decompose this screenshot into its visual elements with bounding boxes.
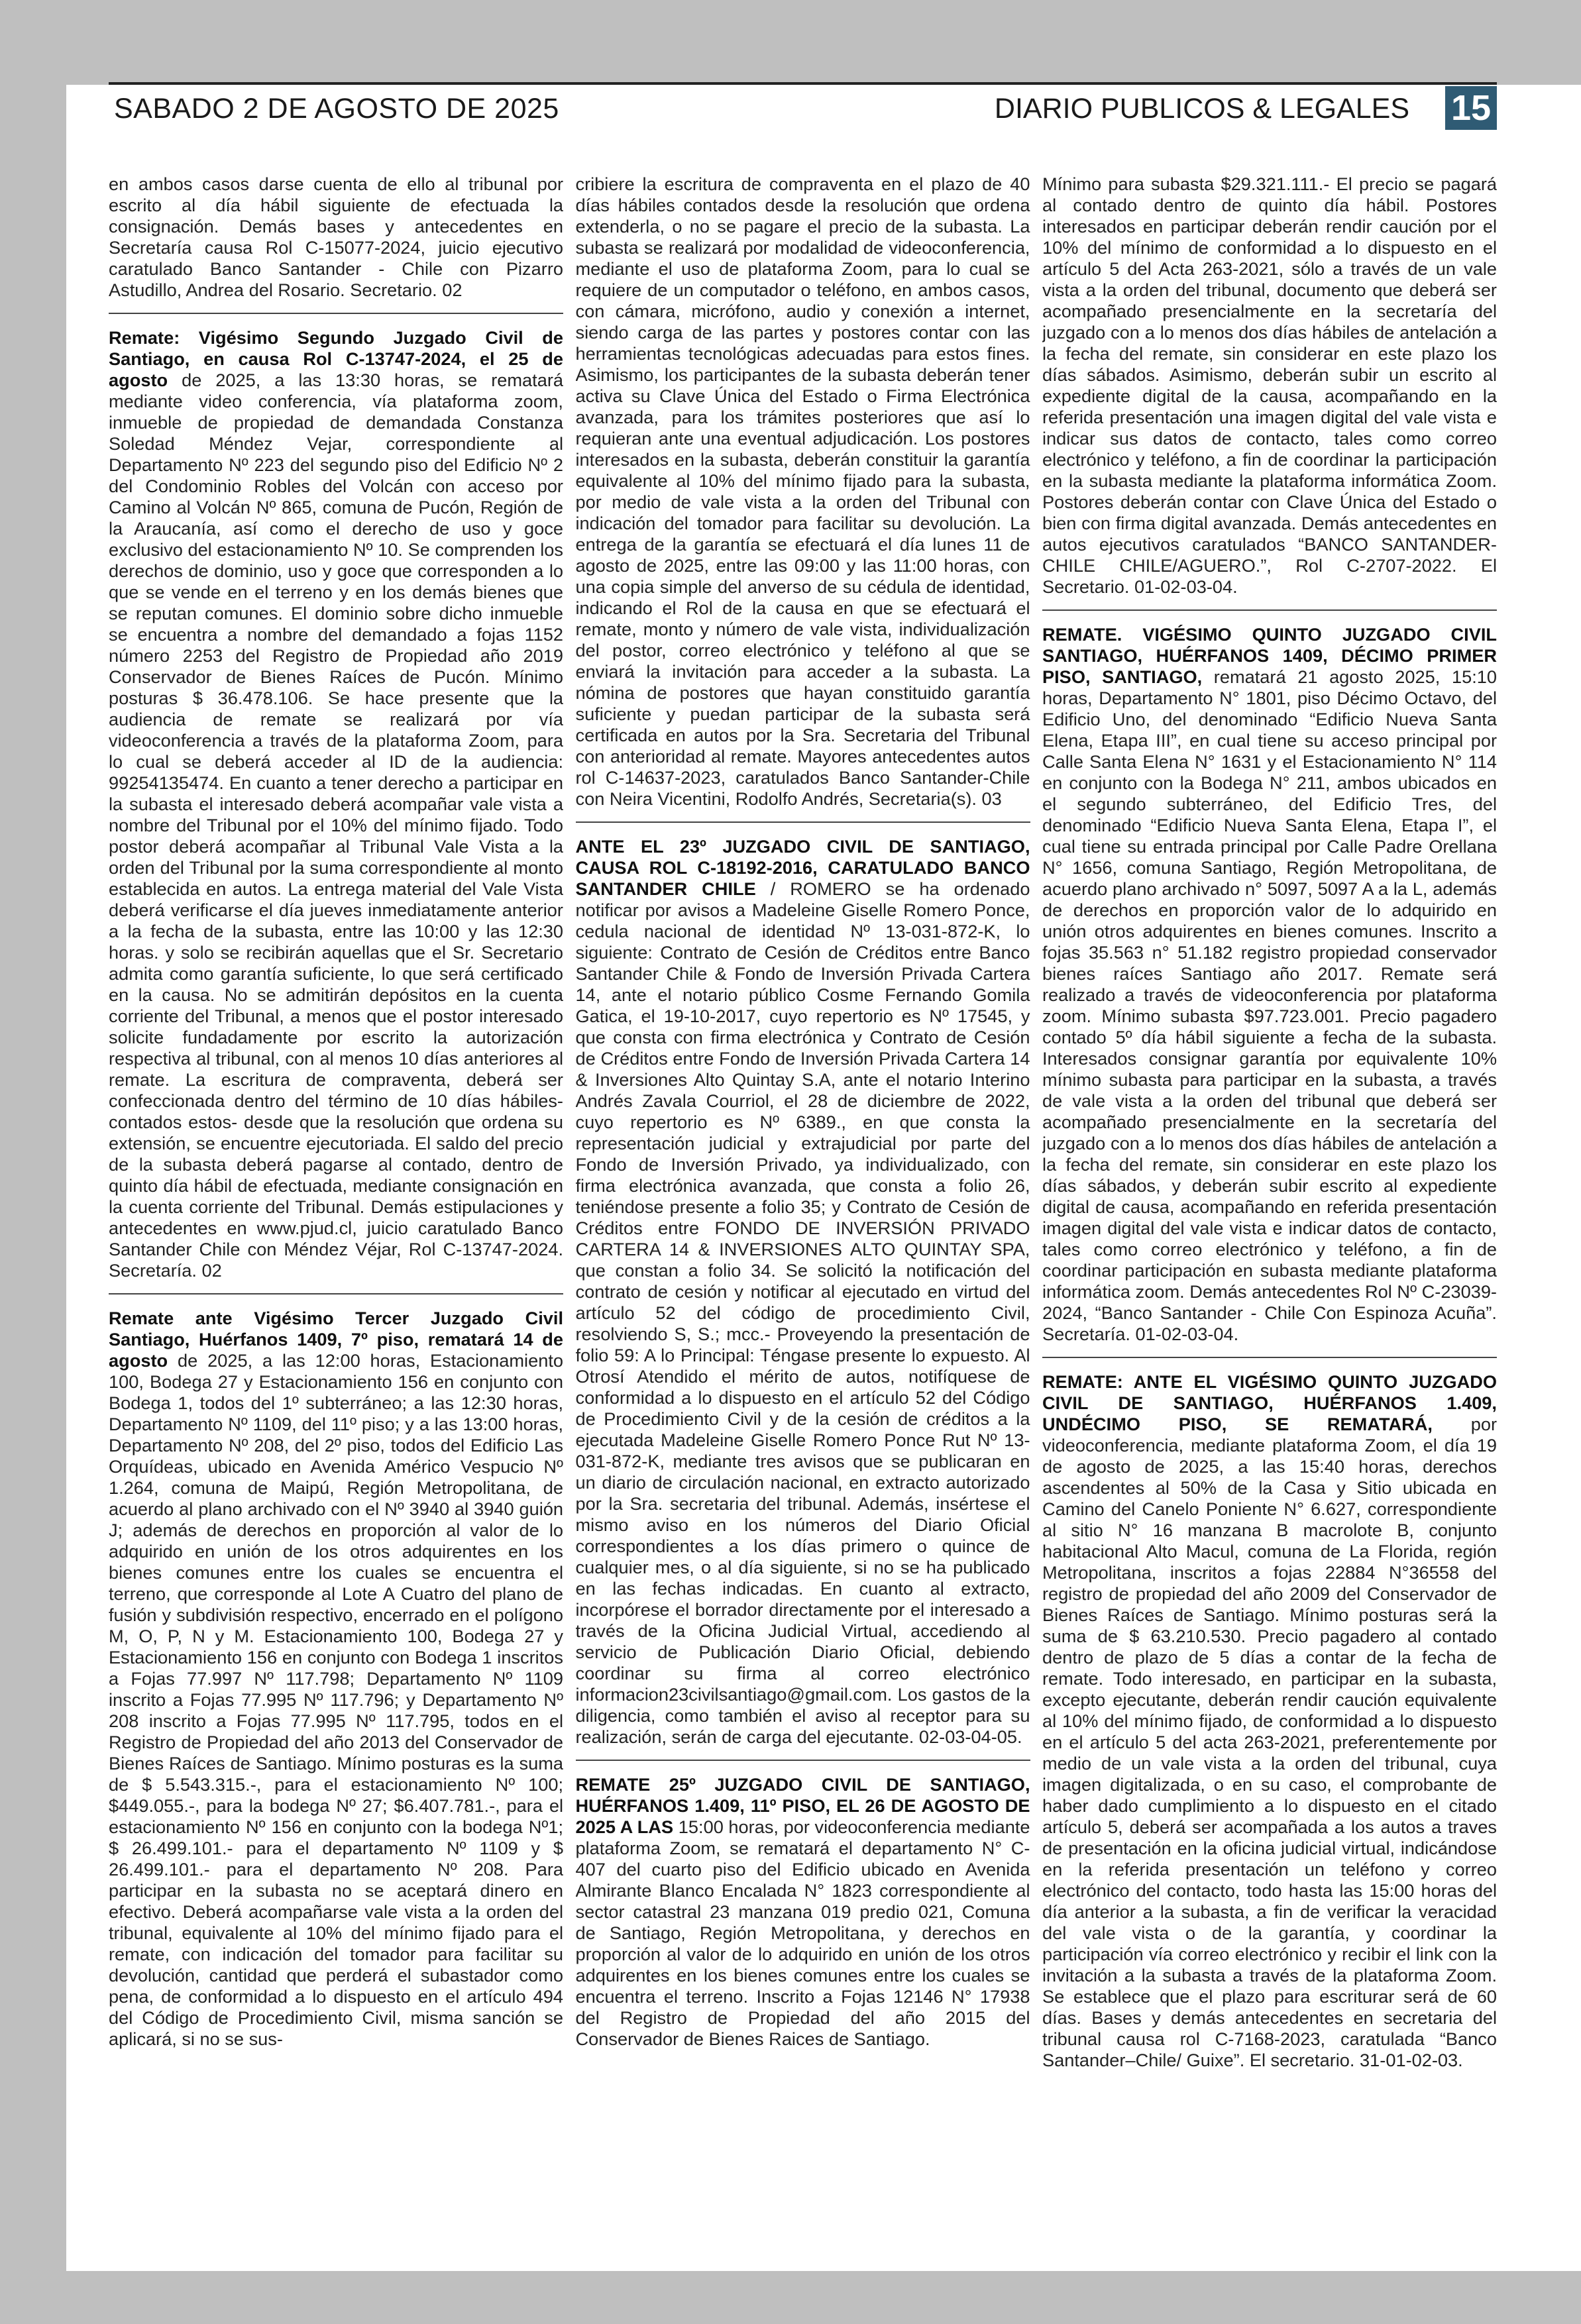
notice-divider xyxy=(109,1293,563,1294)
publication-date: SABADO 2 DE AGOSTO DE 2025 xyxy=(114,93,559,125)
column-3 xyxy=(1042,174,1497,2254)
page-number-badge: 15 xyxy=(1445,86,1497,130)
notice-divider xyxy=(1042,609,1497,611)
legal-notice: REMATE 25º JUZGADO CIVIL DE SANTIAGO, HUÉRFANOS 1.409, 11º PISO, EL 26 DE AGOSTO DE 2025 A LAS 15:00 horas, por videoconferencia mediante plataforma Zoom, se rematará el departamento N° C-407 del cuarto piso del Edificio ubicado en Avenida Almirante Blanco Encalada N° 1823 correspondiente al sector catastral 23 manzana 019 predio 021, Comuna de Santiago, Región Metropolitana, y derechos en proporción al valor de lo adquirido en unión de los otros adquirentes en los bienes comunes entre los cuales se encuentra el terreno. Inscrito a Fojas 12146 N° 17938 del Registro de Propiedad del año 2015 del Conservador de Bienes Raices de Santiago. xyxy=(575,1774,1030,2049)
legal-notice: cribiere la escritura de compraventa en el plazo de 40 días hábiles contados desde la resolución que ordena extenderla, o no se pagare el precio de la subasta. La subasta se realizará por modalidad de videoconferencia, mediante el uso de plataforma Zoom, para lo cual se requiere de un computador o teléfono, en ambos casos, con cámara, micrófono, audio y conexión a internet, siendo carga de las partes y postores contar con las herramientas tecnológicas adecuadas para estos fines. Asimismo, los participantes de la subasta deberán tener activa su Clave Única del Estado o Firma Electrónica avanzada, para los trámites posteriores que así lo requieran ante una eventual adjudicación. Los postores interesados en la subasta, deberán constituir la garantía equivalente al 10% del mínimo fijado para la subasta, por medio de vale vista a la orden del Tribunal con indicación del tomador para facilitar su devolución. La entrega de la garantía se efectuará el día lunes 11 de agosto de 2025, entre las 09:00 y las 11:00 horas, con una copia simple del anverso de su cédula de identidad, indicando el Rol de la causa en que se efectuará el remate, monto y número de vale vista, individualización del postor, correo electrónico y teléfono al que se enviará la invitación para acceder a la subasta. La nómina de postores que hayan constituido garantía suficiente y puedan participar de la subasta será certificada en autos por la Sra. Secretaria del Tribunal con anterioridad al remate. Mayores antecedentes autos rol C-14637-2023, caratulados Banco Santander-Chile con Neira Vicentini, Rodolfo Andrés, Secretaria(s). 03 xyxy=(575,174,1030,809)
notice-divider xyxy=(1042,1357,1497,1358)
notice-divider xyxy=(109,313,563,314)
legal-notice: Mínimo para subasta $29.321.111.- El precio se pagará al contado dentro de quinto día hábil. Postores interesados en participar deberán rendir caución por el 10% del mínimo de conformidad a lo dispuesto en el artículo 5 del Acta 263-2021, sólo a través de un vale vista a la orden del tribunal, documento que deberá ser acompañado presencialmente en la secretaría del juzgado con a lo menos dos días hábiles de antelación a la fecha del remate, sin considerar en este plazo los días sábados. Asimismo, deberán subir un escrito al expediente digital de la causa, acompañando en la referida presentación una imagen digital del vale vista e indicar sus datos de contacto, tales como correo electrónico y teléfono, a fin de coordinar la participación en la subasta mediante la plataforma informática Zoom. Postores deberán contar con Clave Única del Estado o bien con firma digital avanzada. Demás antecedentes en autos ejecutivos caratulados “BANCO SANTANDER-CHILE CHILE/AGUERO.”, Rol C-2707-2022. El Secretario. 01-02-03-04. xyxy=(1042,174,1497,597)
legal-notice: REMATE: ANTE EL VIGÉSIMO QUINTO JUZGADO CIVIL DE SANTIAGO, HUÉRFANOS 1.409, UNDÉCIMO PISO, SE REMATARÁ, por videoconferencia, mediante plataforma Zoom, el día 19 de agosto de 2025, a las 15:40 horas, derechos ascendentes al 50% de la Casa y Sitio ubicada en Camino del Canelo Poniente N° 6.627, correspondiente al sitio N° 16 manzana B macrolote B, conjunto habitacional Alto Macul, comuna de La Florida, región Metropolitana, inscritos a fojas 22884 N°36558 del registro de propiedad del año 2009 del Conservador de Bienes Raíces de Santiago. Mínimo posturas será la suma de $ 63.210.530. Precio pagadero al contado dentro de plazo de 5 días a contar de la fecha de remate. Todo interesado, en participar en la subasta, excepto ejecutante, deberán rendir caución equivalente al 10% del mínimo fijado, de conformidad a lo dispuesto en el artículo 5 del acta 263-2021, preferentemente por medio de un vale vista a la orden del tribunal, cuya imagen digitalizada, o en su caso, el comprobante de haber dado cumplimiento a lo dispuesto en el citado artículo 5, deberá ser acompañada a los autos a traves de presentación en la oficina judicial virtual, indicándose en la referida presentación un teléfono y correo electrónico del contacto, todo hasta las 15:00 horas del día anterior a la subasta, a fin de verificar la veracidad del vale vista o de la garantía, y coordinar la participación vía correo electrónico y recibir el link con la invitación a la subasta a través de la plataforma Zoom. Se establece que el plazo para escriturar será de 60 días. Bases y demás antecedentes en secretaria del tribunal causa rol C-7168-2023, caratulada “Banco Santander–Chile/ Guixe”. El secretario. 31-01-02-03. xyxy=(1042,1371,1497,2070)
legal-notice: Remate ante Vigésimo Tercer Juzgado Civil Santiago, Huérfanos 1409, 7º piso, rematará 14 de agosto de 2025, a las 12:00 horas, Estacionamiento 100, Bodega 27 y Estacionamiento 156 en conjunto con Bodega 1, todos del 1º subterráneo; a las 12:30 horas, Departamento Nº 1109, del 11º piso; y a las 13:00 horas, Departamento Nº 208, del 2º piso, todos del Edificio Las Orquídeas, ubicado en Avenida Américo Vespucio Nº 1.264, comuna de Maipú, Región Metropolitana, de acuerdo al plano archivado con el Nº 3940 al 3940 guión J; además de derechos en proporción al valor de lo adquirido en unión de los otros adquirentes en los bienes comunes entre los cuales se encuentra el terreno, que corresponde al Lote A Cuatro del plano de fusión y subdivisión respectivo, encerrado en el polígono M, O, P, N y M. Estacionamiento 100, Bodega 27 y Estacionamiento 156 en conjunto con Bodega 1 inscritos a Fojas 77.997 Nº 117.798; Departamento Nº 1109 inscrito a Fojas 77.995 Nº 117.796; y Departamento Nº 208 inscrito a Fojas 77.995 Nº 117.795, todos en el Registro de Propiedad del año 2013 del Conservador de Bienes Raíces de Santiago. Mínimo posturas es la suma de $ 5.543.315.-, para el estacionamiento Nº 100; $449.055.-, para la bodega Nº 27; $6.407.781.-, para el estacionamiento Nº 156 en conjunto con la bodega Nº1; $ 26.499.101.- para el departamento Nº 1109 y $ 26.499.101.- para el departamento Nº 208. Para participar en la subasta no se aceptará dinero en efectivo. Deberá acompañarse vale vista a la orden del tribunal, equivalente al 10% del mínimo fijado para el remate, con indicación del tomador para facilitar su devolución, cantidad que perderá el subastador como pena, de conformidad a lo dispuesto en el artículo 494 del Código de Procedimiento Civil, misma sanción se aplicará, si no se sus- xyxy=(109,1308,563,2049)
notice-columns xyxy=(109,174,1497,2254)
page-header xyxy=(109,82,1497,132)
legal-notice: REMATE. VIGÉSIMO QUINTO JUZGADO CIVIL SANTIAGO, HUÉRFANOS 1409, DÉCIMO PRIMER PISO, SANTIAGO, rematará 21 agosto 2025, 15:10 horas, Departamento N° 1801, piso Décimo Octavo, del Edificio Uno, del denominado “Edificio Nueva Santa Elena, Etapa III”, en cual tiene su acceso principal por Calle Santa Elena N° 1631 y el Estacionamiento N° 114 en conjunto con la Bodega N° 211, ambos ubicados en el segundo subterráneo, del Edificio Tres, del denominado “Edificio Nueva Santa Elena, Etapa I”, el cual tiene su entrada principal por Calle Padre Orellana N° 1656, comuna Santiago, Región Metropolitana, de acuerdo plano archivado n° 5097, 5097 A a la L, además de derechos en proporción valor de lo adquirido en unión otros adquirentes en bienes comunes. Inscrito a fojas 35.563 n° 51.182 registro propiedad conservador bienes raíces Santiago año 2017. Remate será realizado a través de videoconferencia por plataforma zoom. Mínimo subasta $97.723.001. Precio pagadero contado 5º día hábil siguiente a fecha de la subasta. Interesados consignar garantía por equivalente 10% mínimo subasta para participar en la subasta, a través de vale vista a la orden del tribunal que deberá ser acompañado presencialmente en la secretaría del juzgado con a lo menos dos días hábiles de antelación a la fecha del remate, sin considerar en este plazo los días sábados, y deberán subir escrito al expediente digital de causa, acompañando en referida presentación imagen digital del vale vista e indicar datos de contacto, tales como correo electrónico y teléfono, a fin de coordinar participación en subasta mediante plataforma informática zoom. Demás antecedentes Rol Nº C-23039-2024, “Banco Santander - Chile Con Espinoza Acuña”. Secretaría. 01-02-03-04. xyxy=(1042,624,1497,1344)
notice-divider xyxy=(576,821,1030,823)
newspaper-section-title: DIARIO PUBLICOS & LEGALES xyxy=(994,93,1409,125)
column-1 xyxy=(109,174,563,2254)
legal-notice: en ambos casos darse cuenta de ello al tribunal por escrito al día hábil siguiente de efectuada la consignación. Demás bases y antecedentes en Secretaría causa Rol C-15077-2024, juicio ejecutivo caratulado Banco Santander - Chile con Pizarro Astudillo, Andrea del Rosario. Secretario. 02 xyxy=(109,174,563,300)
notice-divider xyxy=(576,1760,1030,1761)
column-2 xyxy=(576,174,1030,2254)
legal-notice: Remate: Vigésimo Segundo Juzgado Civil de Santiago, en causa Rol C-13747-2024, el 25 de agosto de 2025, a las 13:30 horas, se rematará mediante video conferencia, vía plataforma zoom, inmueble de propiedad de demandada Constanza Soledad Méndez Vejar, correspondiente al Departamento Nº 223 del segundo piso del Edificio Nº 2 del Condominio Robles del Volcán con acceso por Camino al Volcán Nº 865, comuna de Pucón, Región de la Araucanía, así como el derecho de uso y goce exclusivo del estacionamiento Nº 10. Se comprenden los derechos de dominio, uso y goce que corresponden a lo que se vende en el terreno y en los demás bienes que se reputan comunes. El dominio sobre dicho inmueble se encuentra a nombre del demandado a fojas 1152 número 2253 del Registro de Propiedad año 2019 Conservador de Bienes Raíces de Pucón. Mínimo posturas $ 36.478.106. Se hace presente que la audiencia de remate se realizará por vía videoconferencia a través de la plataforma Zoom, para lo cual se deberá acceder al ID de la audiencia: 99254135474. En cuanto a tener derecho a participar en la subasta el interesado deberá acompañar vale vista a nombre del Tribunal por el 10% del mínimo fijado. Todo postor deberá acompañar al Tribunal Vale Vista a la orden del Tribunal por la suma correspondiente al monto establecida en autos. La entrega material del Vale Vista deberá verificarse el día jueves inmediatamente anterior a la fecha de la subasta, entre las 10:00 y las 12:30 horas. y solo se recibirán aquellas que el Sr. Secretario admita como garantía suficiente, lo que será certificado en la causa. No se admitirán depósitos en la cuenta corriente del Tribunal, a menos que el postor interesado solicite fundadamente por escrito la autorización respectiva al tribunal, con al menos 10 días anteriores al remate. La escritura de compraventa, deberá ser confeccionada dentro del término de 10 días hábiles-contados estos- desde que la resolución que ordena su extensión, se encuentre ejecutoriada. El saldo del precio de la subasta deberá pagarse al contado, dentro de quinto día hábil de efectuada, mediante consignación en la cuenta corriente del Tribunal. Demás estipulaciones y antecedentes en www.pjud.cl, juicio caratulado Banco Santander Chile con Méndez Véjar, Rol C-13747-2024. Secretaría. 02 xyxy=(109,327,563,1281)
legal-notice: ANTE EL 23º JUZGADO CIVIL DE SANTIAGO, CAUSA ROL C-18192-2016, CARATULADO BANCO SANTANDER CHILE / ROMERO se ha ordenado notificar por avisos a Madeleine Giselle Romero Ponce, cedula nacional de identidad Nº 13-031-872-K, lo siguiente: Contrato de Cesión de Créditos entre Banco Santander Chile & Fondo de Inversión Privada Cartera 14, ante el notario público Cosme Fernando Gomila Gatica, el 19-10-2017, cuyo repertorio es Nº 17545, y que consta con firma electrónica y Contrato de Cesión de Créditos entre Fondo de Inversión Privada Cartera 14 & Inversiones Alto Quintay S.A, ante el notario Interino Andrés Zavala Courriol, el 28 de diciembre de 2022, cuyo repertorio es Nº 6389., en que consta la representación judicial y extrajudicial por parte del Fondo de Inversión Privado, ya individualizado, con firma electrónica avanzada, que consta a folio 26, teniéndose presente a folio 35; y Contrato de Cesión de Créditos entre FONDO DE INVERSIÓN PRIVADO CARTERA 14 & INVERSIONES ALTO QUINTAY SPA, que constan a folio 34. Se solicitó la notificación del contrato de cesión y notificar al ejecutado en virtud del artículo 52 del código de procedimiento Civil, resolviendo S, S.; mcc.- Proveyendo la presentación de folio 59: A lo Principal: Téngase presente lo expuesto. Al Otrosí Atendido el mérito de autos, notifíquese de conformidad a lo dispuesto en el artículo 52 del Código de Procedimiento Civil y de la cesión de créditos a la ejecutada Madeleine Giselle Romero Ponce Rut Nº 13-031-872-K, mediante tres avisos que se publicaran en un diario de circulación nacional, en extracto autorizado por la Sra. secretaria del tribunal. Además, insértese el mismo aviso en los números del Diario Oficial correspondientes a los días primero o quince de cualquier mes, o al día siguiente, si no se ha publicado en las fechas indicadas. En cuanto al extracto, incorpórese el borrador directamente por el interesado a través de la Oficina Judicial Virtual, accediendo al servicio de Publicación Diario Oficial, debiendo coordinar su firma al correo electrónico informacion23civilsantiago@gmail.com. Los gastos de la diligencia, como también el aviso al receptor para su realización, serán de carga del ejecutante. 02-03-04-05. xyxy=(575,836,1030,1747)
